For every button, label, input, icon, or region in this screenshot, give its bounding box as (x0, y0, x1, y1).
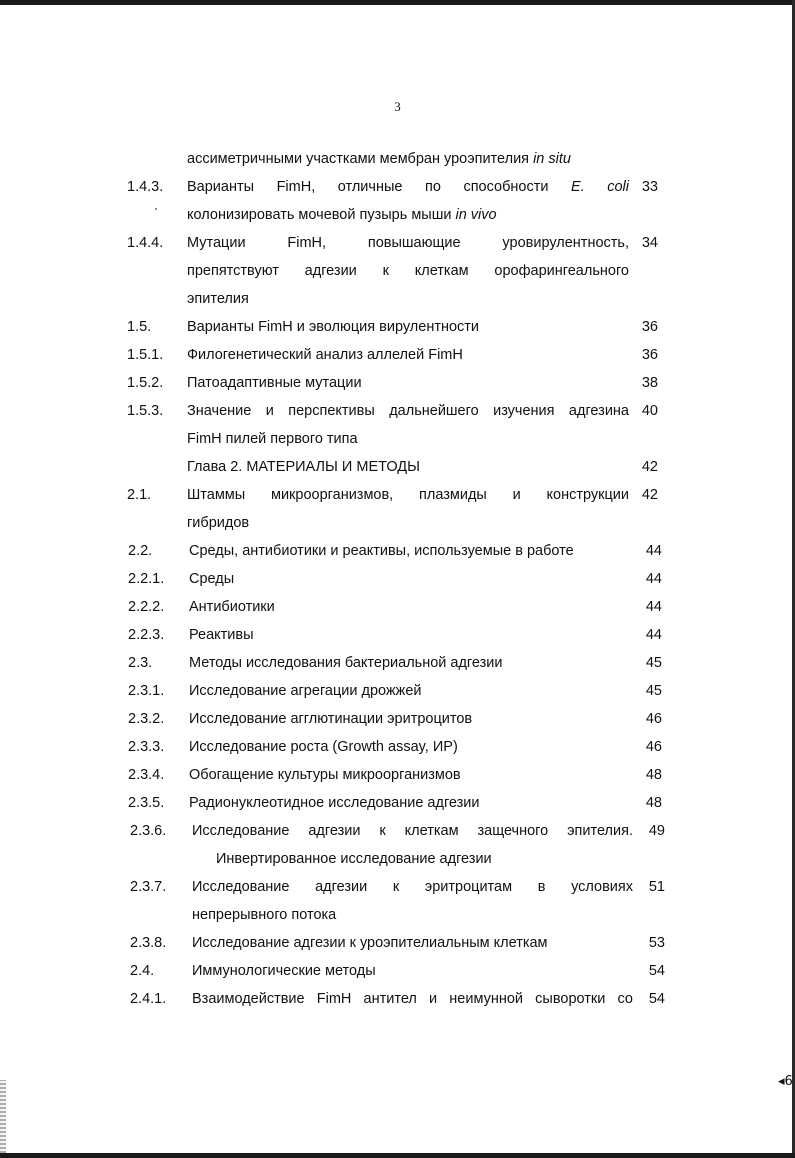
toc-entry-number: 2.4.1. (130, 991, 167, 1007)
toc-entry-page: 53 (648, 935, 665, 951)
toc-title-text: гибридов (187, 515, 250, 531)
toc-entry-page: 42 (641, 459, 658, 475)
toc-entry-number: 2.1. (127, 487, 152, 503)
toc-entry-page: 45 (645, 683, 662, 699)
toc-entry-number: 2.3. (128, 655, 153, 671)
toc-title-text: Реактивы (189, 627, 254, 643)
toc-entry-number: 2.2.3. (128, 627, 165, 643)
toc-entry-page: 38 (641, 375, 658, 391)
toc-entry-number: 1.4.3. (127, 179, 164, 195)
toc-title-text: FimH пилей первого типа (187, 431, 358, 447)
page-number: 3 (394, 99, 401, 114)
toc-entry-page: 51 (648, 879, 665, 895)
toc-entry-title (187, 313, 629, 341)
toc-title-line (187, 173, 629, 201)
toc-entry-page: 48 (645, 767, 662, 783)
toc-title-text: колонизировать мочевой пузырь мыши (187, 207, 456, 223)
toc-title-italic: in vivo (455, 207, 497, 223)
toc-entry-number: 2.3.6. (130, 823, 167, 839)
toc-entry-title (192, 957, 633, 985)
toc-entry-title (189, 789, 631, 817)
toc-entry-title (189, 705, 631, 733)
toc-entry-title (192, 817, 633, 873)
toc-entry-title (187, 397, 629, 453)
toc-entry-page: 34 (641, 235, 658, 251)
toc-title-text: Патоадаптивные мутации (187, 375, 362, 391)
toc-title-line (187, 285, 629, 313)
scan-border-top (0, 0, 795, 5)
toc-title-line (189, 621, 631, 649)
toc-title-text: Исследование адгезии к клеткам защечного эпителия. (192, 823, 633, 839)
toc-title-line (192, 901, 633, 929)
toc-title-text: Взаимодействие FimH антител и неимунной сыворотки со (192, 991, 633, 1007)
toc-title-text: Среды, антибиотики и реактивы, используемые в работе (189, 543, 574, 559)
toc-entry-number: 2.3.3. (128, 739, 165, 755)
toc-title-text: Среды (189, 571, 235, 587)
toc-entry-title (189, 677, 631, 705)
toc-title-text: Антибиотики (189, 599, 275, 615)
toc-entry-number: 2.3.1. (128, 683, 165, 699)
toc-entry-page: 46 (645, 711, 662, 727)
toc-title-text: Радионуклеотидное исследование адгезии (189, 795, 480, 811)
toc-title-text: Исследование роста (Growth assay, ИР) (189, 739, 458, 755)
toc-entry-number: 2.2.2. (128, 599, 165, 615)
toc-title-italic: in situ (533, 151, 571, 167)
toc-title-line (189, 593, 631, 621)
toc-entry-number: 1.5.1. (127, 347, 164, 363)
toc-title-text: препятствуют адгезии к клеткам орофарингеального (187, 263, 629, 279)
toc-entry-page: 54 (648, 963, 665, 979)
toc-title-line (192, 985, 633, 1013)
toc-entry-page: 40 (641, 403, 658, 419)
toc-entry-page: 36 (641, 347, 658, 363)
toc-title-text: Штаммы микроорганизмов, плазмиды и конструкции (187, 487, 629, 503)
toc-entry-number: 2.3.8. (130, 935, 167, 951)
toc-title-line (187, 145, 629, 173)
toc-title-text: Исследование агрегации дрожжей (189, 683, 422, 699)
toc-entry-page: 33 (641, 179, 658, 195)
toc-title-line (187, 509, 629, 537)
toc-title-line (187, 257, 629, 285)
toc-title-text: эпителия (187, 291, 249, 307)
toc-title-text: Филогенетический анализ аллелей FimH (187, 347, 463, 363)
toc-entry-title (189, 649, 631, 677)
toc-entry-page: 45 (645, 655, 662, 671)
toc-entry-page: 49 (648, 823, 665, 839)
toc-title-line (187, 425, 629, 453)
toc-title-line (192, 929, 633, 957)
toc-title-line (187, 341, 629, 369)
toc-entry-title (187, 453, 629, 481)
toc-entry-page: 44 (645, 599, 662, 615)
toc-title-line (187, 369, 629, 397)
toc-title-line (189, 733, 631, 761)
toc-entry-title (189, 565, 631, 593)
toc-entry-number: 2.3.5. (128, 795, 165, 811)
toc-title-text: непрерывного потока (192, 907, 337, 923)
scan-speck (155, 208, 157, 210)
toc-title-text: Варианты FimH, отличные по способности (187, 179, 571, 195)
toc-entry-title (187, 229, 629, 313)
toc-title-text: Исследование адгезии к уроэпителиальным клеткам (192, 935, 548, 951)
toc-title-line (187, 229, 629, 257)
toc-entry-page: 54 (648, 991, 665, 1007)
toc-entry-title (189, 761, 631, 789)
toc-title-text: ассиметричными участками мембран уроэпителия (187, 151, 534, 167)
toc-entry-title (192, 873, 633, 929)
toc-entry-title (192, 985, 633, 1013)
toc-entry-number: 2.3.4. (128, 767, 165, 783)
toc-entry-number: 2.3.7. (130, 879, 167, 895)
toc-entry-page: 36 (641, 319, 658, 335)
toc-title-line (192, 873, 633, 901)
toc-title-text: Глава 2. МАТЕРИАЛЫ И МЕТОДЫ (187, 459, 420, 475)
toc-entry-number: 1.5.2. (127, 375, 164, 391)
toc-title-line (187, 453, 629, 481)
toc-entry-page: 44 (645, 627, 662, 643)
toc-entry-number: 1.5. (127, 319, 152, 335)
toc-entry-title (187, 173, 629, 229)
toc-title-line (192, 845, 633, 873)
toc-title-text: Мутации FimH, повышающие уровирулентность, (187, 235, 629, 251)
toc-title-line (189, 705, 631, 733)
toc-entry-title (189, 593, 631, 621)
toc-entry-title (187, 341, 629, 369)
toc-entry-number: 1.4.4. (127, 235, 164, 251)
toc-title-line (189, 677, 631, 705)
toc-title-line (189, 761, 631, 789)
toc-title-line (187, 201, 629, 229)
toc-entry-title (187, 481, 629, 537)
toc-title-line (189, 789, 631, 817)
scan-edge-noise (0, 1080, 6, 1153)
toc-title-italic: E. coli (571, 179, 629, 195)
toc-entry-page: 44 (645, 571, 662, 587)
toc-entry-number: 2.2. (128, 543, 153, 559)
toc-title-line (187, 313, 629, 341)
toc-entry-number: 2.2.1. (128, 571, 165, 587)
toc-title-line (187, 397, 629, 425)
toc-title-text: Инвертированное исследование адгезии (216, 851, 492, 867)
toc-entry-number: 2.3.2. (128, 711, 165, 727)
toc-entry-number: 1.5.3. (127, 403, 164, 419)
toc-title-text: Исследование агглютинации эритроцитов (189, 711, 473, 727)
corner-marker: ◂6 (778, 1074, 793, 1089)
toc-title-line (189, 649, 631, 677)
toc-entry-page: 48 (645, 795, 662, 811)
toc-title-line (192, 817, 633, 845)
toc-entry-page: 44 (645, 543, 662, 559)
toc-entry-title (192, 929, 633, 957)
toc-title-text: Обогащение культуры микроорганизмов (189, 767, 461, 783)
toc-title-line (189, 537, 631, 565)
toc-title-text: Исследование адгезии к эритроцитам в условиях (192, 879, 633, 895)
toc-entry-title (187, 369, 629, 397)
toc-entry-page: 42 (641, 487, 658, 503)
toc-title-text: Иммунологические методы (192, 963, 376, 979)
toc-title-text: Значение и перспективы дальнейшего изучения адгезина (187, 403, 629, 419)
toc-entry-title (189, 621, 631, 649)
toc-entry-number: 2.4. (130, 963, 155, 979)
toc-title-line (187, 481, 629, 509)
toc-entry-title (189, 537, 631, 565)
toc-title-text: Варианты FimH и эволюция вирулентности (187, 319, 480, 335)
toc-title-line (189, 565, 631, 593)
toc-entry-title (189, 733, 631, 761)
toc-title-line (192, 957, 633, 985)
scan-border-bottom (0, 1153, 795, 1158)
toc-entry-title (187, 145, 629, 173)
toc-entry-page: 46 (645, 739, 662, 755)
toc-title-text: Методы исследования бактериальной адгезии (189, 655, 503, 671)
